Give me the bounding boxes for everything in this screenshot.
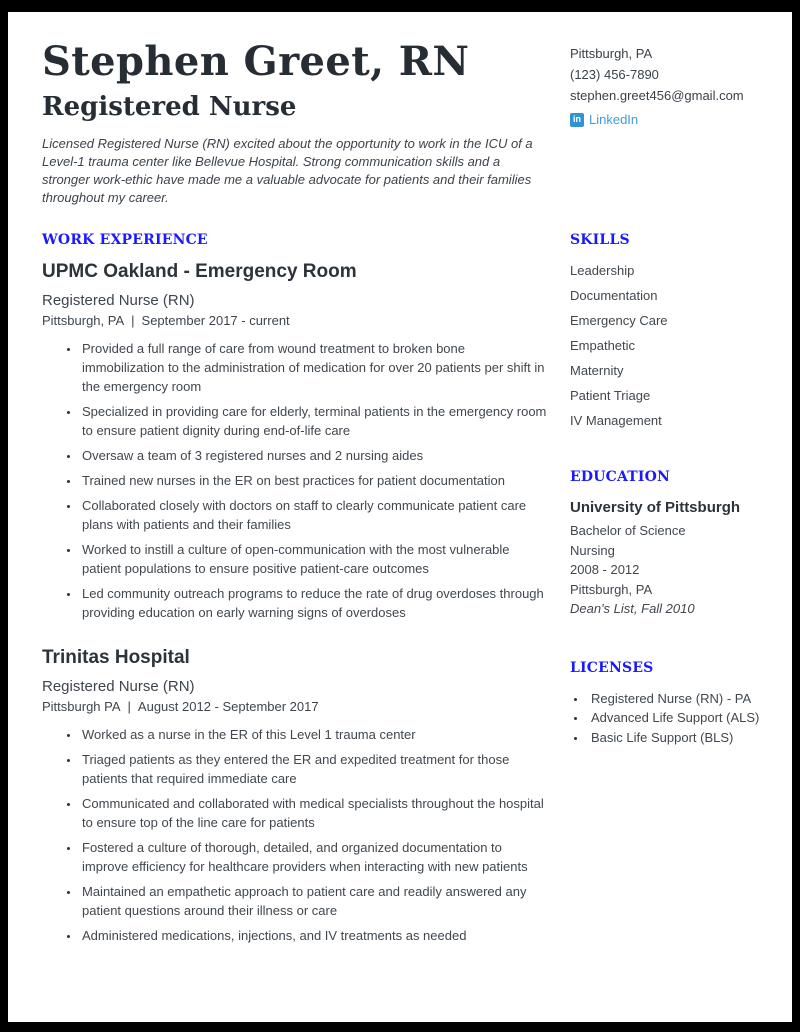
license-item: • Basic Life Support (BLS) xyxy=(587,728,788,748)
header xyxy=(8,12,792,207)
header-identity xyxy=(42,40,547,207)
education-honors: Dean's List, Fall 2010 xyxy=(570,601,695,617)
linkedin-link[interactable]: LinkedIn xyxy=(589,112,639,128)
skills-list xyxy=(570,263,788,428)
skill-item: Empathetic xyxy=(570,338,636,354)
job-bullet: • Fostered a culture of thorough, detailed, and organized documentation to improve efficiency for healthcare providers when interacting with new patients xyxy=(80,838,547,876)
job-bullet: • Worked to instill a culture of open-communication with the most vulnerable patient populations to ensure positive patient-care outcomes xyxy=(80,540,547,578)
job-bullet: • Specialized in providing care for elderly, terminal patients in the emergency room to ensure patient dignity during end-of-life care xyxy=(80,402,547,440)
contact-email: stephen.greet456@gmail.com xyxy=(570,88,744,104)
job-meta xyxy=(42,699,547,714)
skills-section xyxy=(570,232,788,428)
license-item: • Registered Nurse (RN) - PA xyxy=(587,689,788,709)
career-summary: Licensed Registered Nurse (RN) excited about the opportunity to work in the ICU of a Level-1 trauma center like Bellevue Hospital. Strong communication skills and a stronger work-ethic have made me a valuable advocate for patients and their families throughout my career. xyxy=(42,135,533,206)
job-bullet: • Led community outreach programs to reduce the rate of drug overdoses through providing education on early warning signs of overdoses xyxy=(80,584,547,622)
skill-item: IV Management xyxy=(570,413,662,429)
contact-location: Pittsburgh, PA xyxy=(570,46,653,61)
work-experience-heading: WORK EXPERIENCE xyxy=(42,232,208,249)
job-company: Trinitas Hospital xyxy=(42,647,190,669)
job-bullet: • Collaborated closely with doctors on staff to clearly communicate patient care plans with patients and their families xyxy=(80,496,547,534)
linkedin-icon: in xyxy=(570,113,584,127)
education-section xyxy=(570,469,788,619)
job-location: Pittsburgh PA xyxy=(42,698,121,714)
job-bullet: • Trained new nurses in the ER on best practices for patient documentation xyxy=(80,471,547,490)
contact-phone: (123) 456-7890 xyxy=(570,67,659,83)
skill-item: Patient Triage xyxy=(570,388,651,404)
job-location: Pittsburgh, PA xyxy=(42,313,125,329)
education-degree: Bachelor of Science xyxy=(570,523,686,539)
linkedin-row xyxy=(570,109,744,130)
skills-heading: SKILLS xyxy=(570,232,630,249)
education-location: Pittsburgh, PA xyxy=(570,581,653,597)
job-bullet: • Worked as a nurse in the ER of this Level 1 trauma center xyxy=(80,725,547,744)
skill-item: Emergency Care xyxy=(570,313,668,329)
job-meta xyxy=(42,313,547,328)
meta-separator: | xyxy=(131,313,135,329)
job-role: Registered Nurse (RN) xyxy=(42,292,195,310)
job-dates: September 2017 - current xyxy=(141,313,290,329)
person-name: Stephen Greet, RN xyxy=(42,38,470,85)
job-bullet: • Triaged patients as they entered the ER and expedited treatment for those patients that required immediate care xyxy=(80,750,547,788)
education-dates: 2008 - 2012 xyxy=(570,562,640,578)
work-experience-section xyxy=(42,232,547,951)
job-bullet-list xyxy=(42,725,547,945)
job-bullet: • Oversaw a team of 3 registered nurses and 2 nursing aides xyxy=(80,446,547,465)
job-company: UPMC Oakland - Emergency Room xyxy=(42,261,357,283)
skill-item: Documentation xyxy=(570,288,658,304)
skill-item: Leadership xyxy=(570,263,635,279)
job-role: Registered Nurse (RN) xyxy=(42,677,195,695)
education-major: Nursing xyxy=(570,542,615,558)
job-bullet: • Administered medications, injections, and IV treatments as needed xyxy=(80,926,547,945)
job-bullet-list xyxy=(42,339,547,622)
license-item: • Advanced Life Support (ALS) xyxy=(587,708,788,728)
job-bullet: • Provided a full range of care from wound treatment to broken bone immobilization to the administration of medication for over 20 patients per shift in the emergency room xyxy=(80,339,547,396)
person-title: Registered Nurse xyxy=(42,92,297,122)
contact-block xyxy=(570,40,744,207)
job-entry-trinitas xyxy=(42,647,547,945)
job-bullet: • Maintained an empathetic approach to patient care and readily answered any patient questions around their illness or care xyxy=(80,882,547,920)
job-entry-upmc xyxy=(42,261,547,622)
education-heading: EDUCATION xyxy=(570,469,671,486)
sidebar xyxy=(570,232,788,951)
job-bullet: • Communicated and collaborated with medical specialists throughout the hospital to ensure top of the line care for patients xyxy=(80,794,547,832)
licenses-list xyxy=(570,689,788,748)
licenses-heading: LICENSES xyxy=(570,659,654,676)
licenses-section xyxy=(570,660,788,748)
job-dates: August 2012 - September 2017 xyxy=(137,698,319,714)
meta-separator: | xyxy=(127,698,131,714)
skill-item: Maternity xyxy=(570,363,624,379)
education-school: University of Pittsburgh xyxy=(570,499,741,517)
main-content xyxy=(8,207,792,951)
